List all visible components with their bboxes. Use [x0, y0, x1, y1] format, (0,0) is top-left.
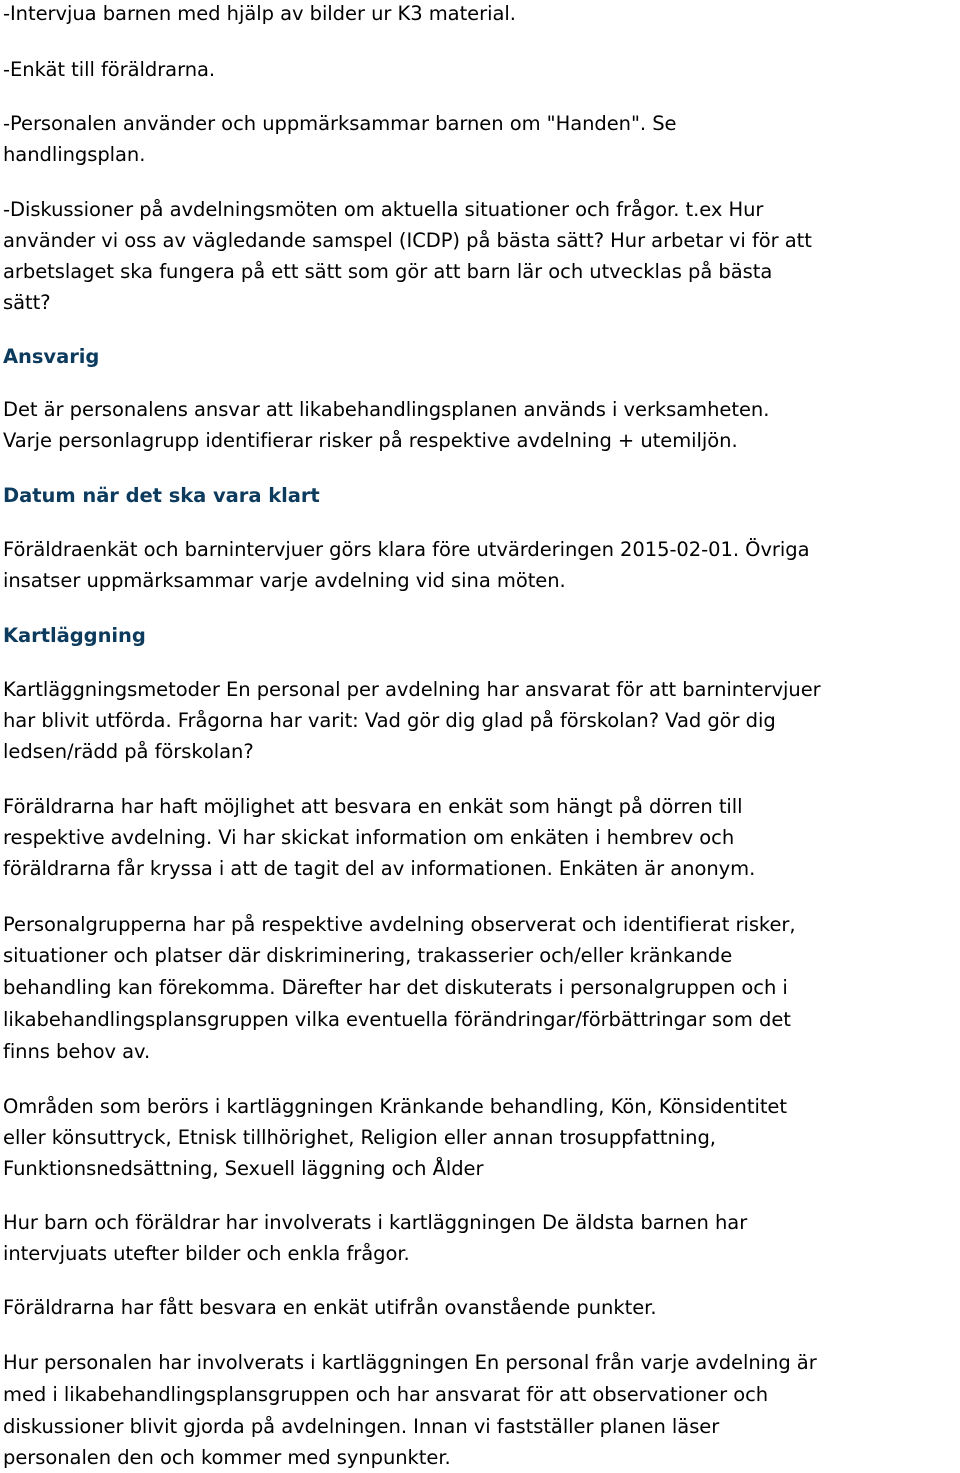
- paragraph-line: Varje personlagrupp identifierar risker på respektive avdelning + utemiljön.: [3, 429, 738, 452]
- paragraph-line: Personalgrupperna har på respektive avdelning observerat och identifierat risker,: [3, 913, 796, 936]
- paragraph-line: likabehandlingsplansgruppen vilka eventuella förändringar/förbättringar som det: [3, 1008, 791, 1031]
- paragraph-line: Föräldrarna har fått besvara en enkät utifrån ovanstående punkter.: [3, 1296, 657, 1319]
- paragraph-line: diskussioner blivit gjorda på avdelningen. Innan vi fastställer planen läser: [3, 1415, 720, 1438]
- paragraph-line: insatser uppmärksammar varje avdelning vid sina möten.: [3, 569, 566, 592]
- paragraph-line: Kartläggningsmetoder En personal per avdelning har ansvarat för att barnintervjuer: [3, 678, 821, 701]
- intro-line: -Intervjua barnen med hjälp av bilder ur K3 material.: [3, 2, 516, 25]
- paragraph-line: Hur personalen har involverats i kartläggningen En personal från varje avdelning är: [3, 1351, 817, 1374]
- paragraph-line: Funktionsnedsättning, Sexuell läggning och Ålder: [3, 1157, 484, 1180]
- paragraph-line: med i likabehandlingsplansgruppen och har ansvarat för att observationer och: [3, 1383, 769, 1406]
- intro-line: -Diskussioner på avdelningsmöten om aktuella situationer och frågor. t.ex Hur: [3, 198, 764, 221]
- paragraph-line: Föräldrarna har haft möjlighet att besvara en enkät som hängt på dörren till: [3, 795, 743, 818]
- paragraph-line: finns behov av.: [3, 1040, 151, 1063]
- paragraph-line: respektive avdelning. Vi har skickat information om enkäten i hembrev och: [3, 826, 735, 849]
- intro-line: arbetslaget ska fungera på ett sätt som gör att barn lär och utvecklas på bästa: [3, 260, 773, 283]
- paragraph-line: eller könsuttryck, Etnisk tillhörighet, Religion eller annan trosuppfattning,: [3, 1126, 716, 1149]
- paragraph-line: har blivit utförda. Frågorna har varit: Vad gör dig glad på förskolan? Vad gör dig: [3, 709, 776, 732]
- intro-line: -Enkät till föräldrarna.: [3, 58, 216, 81]
- section-heading-ansvarig: Ansvarig: [3, 345, 100, 368]
- paragraph-line: Hur barn och föräldrar har involverats i kartläggningen De äldsta barnen har: [3, 1211, 748, 1234]
- section-heading-datum: Datum när det ska vara klart: [3, 484, 320, 507]
- section-heading-kartlaggning: Kartläggning: [3, 624, 146, 647]
- paragraph-line: behandling kan förekomma. Därefter har det diskuterats i personalgruppen och i: [3, 976, 788, 999]
- paragraph-line: Föräldraenkät och barnintervjuer görs klara före utvärderingen 2015-02-01. Övriga: [3, 538, 810, 561]
- paragraph-line: Områden som berörs i kartläggningen Kränkande behandling, Kön, Könsidentitet: [3, 1095, 787, 1118]
- paragraph-line: personalen den och kommer med synpunkter.: [3, 1446, 451, 1469]
- paragraph-line: ledsen/rädd på förskolan?: [3, 740, 254, 763]
- paragraph-line: situationer och platser där diskriminering, trakasserier och/eller kränkande: [3, 944, 733, 967]
- paragraph-line: intervjuats utefter bilder och enkla frågor.: [3, 1242, 410, 1265]
- intro-line: -Personalen använder och uppmärksammar barnen om "Handen". Se: [3, 112, 677, 135]
- paragraph-line: föräldrarna får kryssa i att de tagit del av informationen. Enkäten är anonym.: [3, 857, 756, 880]
- intro-line: sätt?: [3, 291, 51, 314]
- intro-line: handlingsplan.: [3, 143, 146, 166]
- intro-line: använder vi oss av vägledande samspel (ICDP) på bästa sätt? Hur arbetar vi för att: [3, 229, 812, 252]
- paragraph-line: Det är personalens ansvar att likabehandlingsplanen används i verksamheten.: [3, 398, 770, 421]
